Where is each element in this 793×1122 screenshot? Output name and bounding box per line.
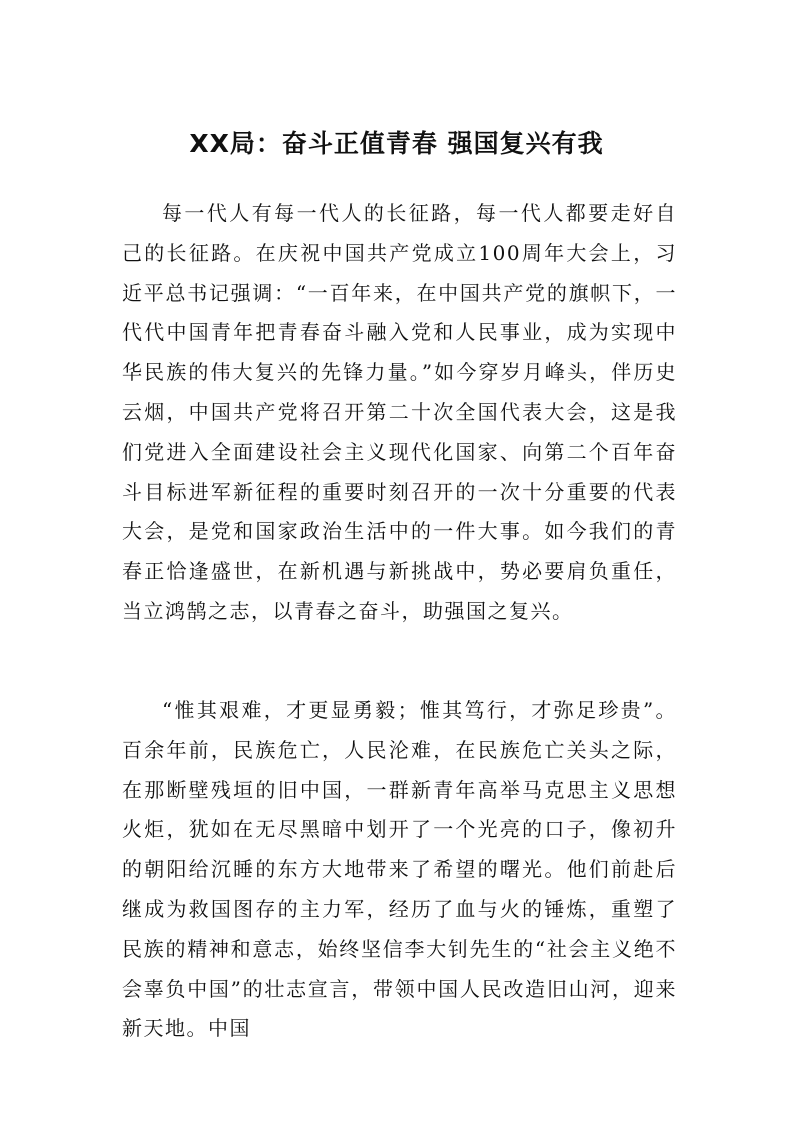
paragraph-1: 每一代人有每一代人的长征路，每一代人都要走好自己的长征路。在庆祝中国共产党成立100周年大会上，习近平总书记强调：“一百年来，在中国共产党的旗帜下，一代代中国青年把青春奋斗融入党和人民事业，成为实现中华民族的伟大复兴的先锋力量。”如今穿岁月峰头，伴历史云烟，中国共产党将召开第二十次全国代表大会，这是我们党进入全面建设社会主义现代化国家、向第二个百年奋斗目标进军新征程的重要时刻召开的一次十分重要的代表大会，是党和国家政治生活中的一件大事。如今我们的青春正恰逢盛世，在新机遇与新挑战中，势必要肩负重任，当立鸿鹄之志，以青春之奋斗，助强国之复兴。 <box>122 201 677 623</box>
paragraph-2: “惟其艰难，才更显勇毅；惟其笃行，才弥足珍贵”。百余年前，民族危亡，人民沦难，在民族危亡关头之际，在那断壁残垣的旧中国，一群新青年高举马克思主义思想火炬，犹如在无尽黑暗中划开了一个光亮的口子，像初升的朝阳给沉睡的东方大地带来了希望的曙光。他们前赴后继成为救国图存的主力军，经历了血与火的锤炼，重塑了民族的精神和意志，始终坚信李大钊先生的“社会主义绝不会辜负中国”的壮志宣言，带领中国人民改造旧山河，迎来新天地。中国 <box>122 698 677 1041</box>
document-title: XX局：奋斗正值青春 强国复兴有我 <box>189 129 604 158</box>
